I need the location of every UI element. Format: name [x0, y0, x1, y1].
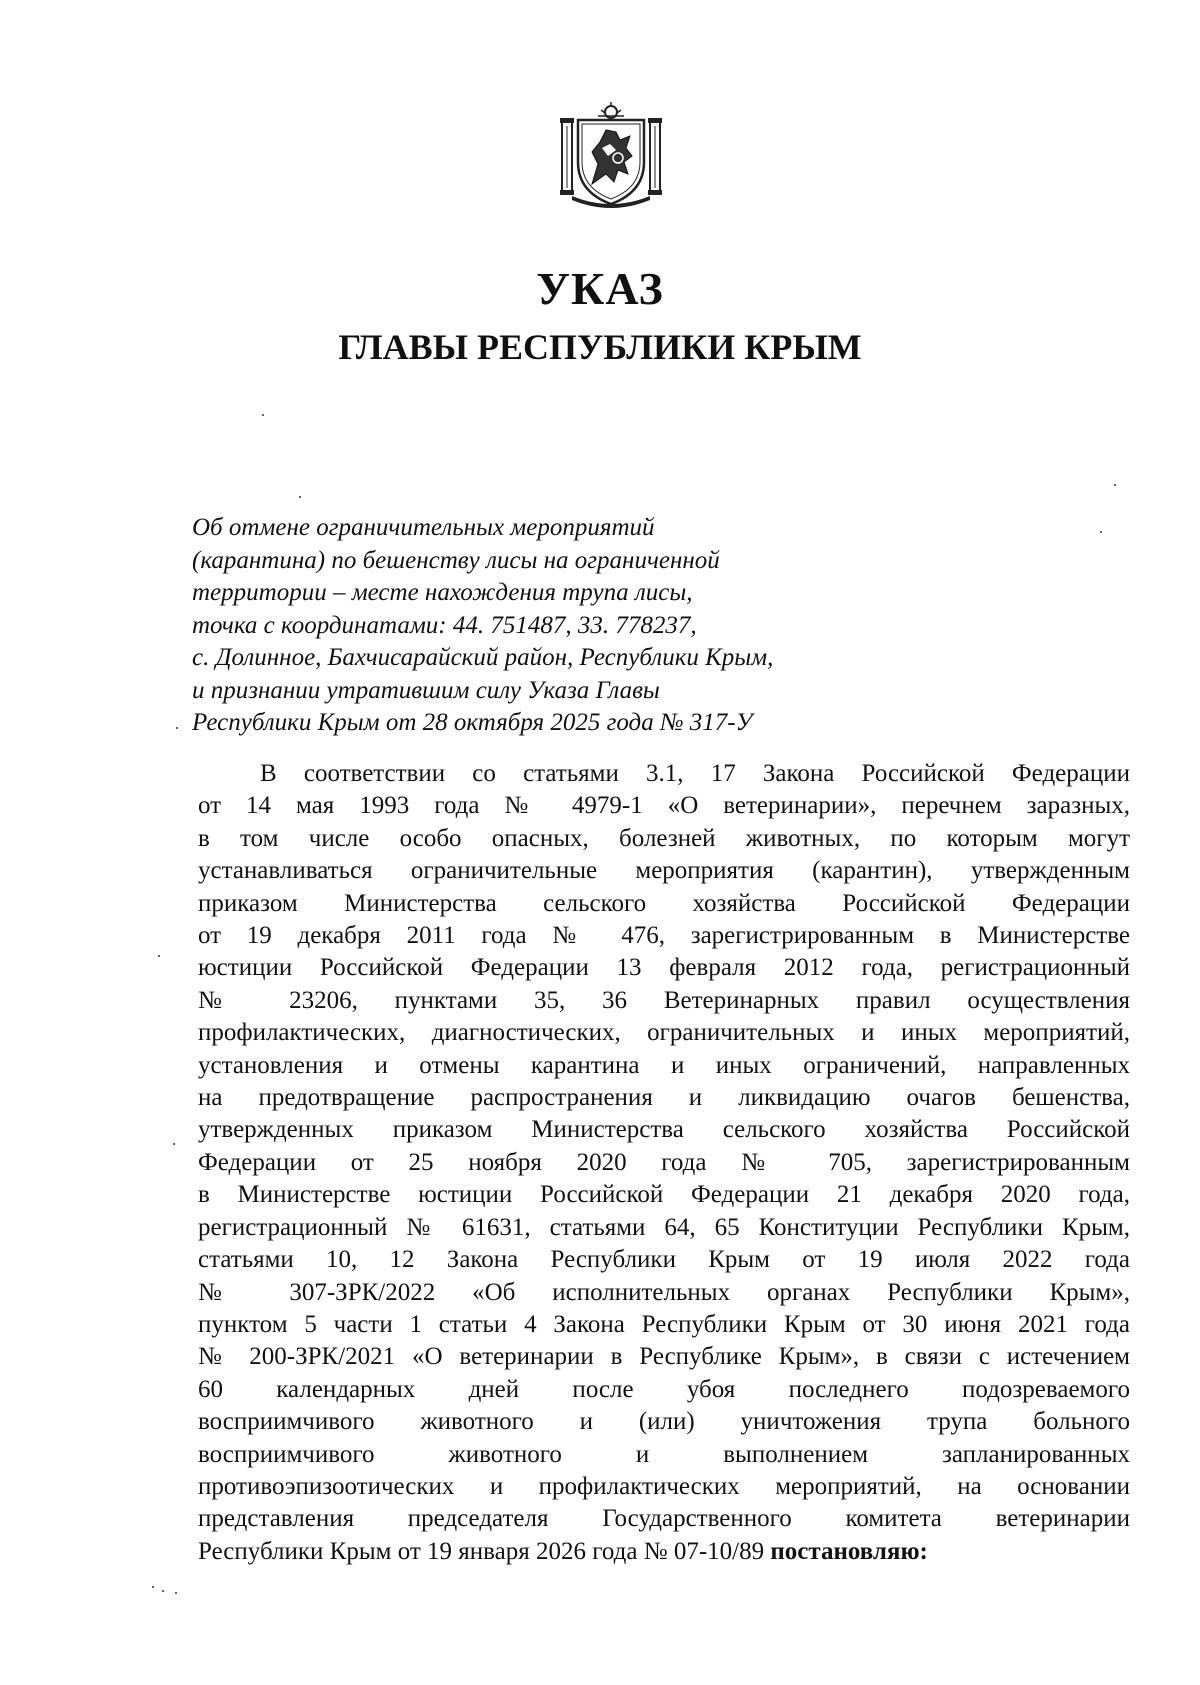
document-title: УКАЗ	[536, 263, 664, 314]
decree-word: постановляю:	[770, 1537, 928, 1565]
body-last-line	[198, 1536, 1130, 1568]
body-line: в том числе особо опасных, болезней животных, по которым могут	[198, 824, 1130, 852]
body-line: приказом Министерства сельского хозяйства Российской Федерации	[198, 889, 1130, 917]
body-line: установления и отмены карантина и иных ограничений, направленных	[198, 1051, 1130, 1079]
body-line: профилактических, диагностических, ограничительных и иных мероприятий,	[198, 1019, 1130, 1047]
body-line: № 307-ЗРК/2022 «Об исполнительных органах Республики Крым»,	[198, 1278, 1130, 1306]
body-line: В соответствии со статьями 3.1, 17 Закона Российской Федерации	[260, 760, 1130, 787]
body-line: восприимчивого животного и выполнением запланированных	[198, 1440, 1130, 1468]
subject-line: и признании утратившим силу Указа Главы	[192, 676, 660, 704]
scan-speck	[162, 1590, 164, 1592]
subject-line: территории – месте нахождения трупа лисы,	[192, 579, 693, 606]
body-line: пунктом 5 части 1 статьи 4 Закона Республики Крым от 30 июня 2021 года	[198, 1310, 1130, 1338]
subject-line: (карантина) по бешенству лисы на ограниченной	[192, 546, 720, 574]
scan-speck	[158, 955, 160, 957]
body-last-line-text: Республики Крым от 19 января 2026 года № 07-10/89	[198, 1537, 765, 1565]
body-line: в Министерстве юстиции Российской Федерации 21 декабря 2020 года,	[198, 1181, 1130, 1209]
document-subtitle: ГЛАВЫ РЕСПУБЛИКИ КРЫМ	[338, 327, 862, 367]
scan-speck	[1100, 531, 1102, 533]
body-line: восприимчивого животного и (или) уничтожения трупа больного	[198, 1408, 1130, 1436]
body-line: юстиции Российской Федерации 13 февраля 2012 года, регистрационный	[198, 954, 1130, 982]
subject-line: с. Долинное, Бахчисарайский район, Республики Крым,	[192, 644, 774, 671]
body-line: от 19 декабря 2011 года № 476, зарегистрированным в Министерстве	[198, 922, 1130, 950]
subject-line: точка с координатами: 44. 751487, 33. 778237,	[192, 611, 697, 639]
body-line: статьями 10, 12 Закона Республики Крым от 19 июля 2022 года	[198, 1246, 1130, 1274]
body-line: от 14 мая 1993 года № 4979-1 «О ветеринарии», перечнем заразных,	[198, 792, 1130, 820]
scan-speck	[1114, 484, 1116, 486]
body-line: представления председателя Государственного комитета ветеринарии	[198, 1505, 1130, 1533]
scan-speck	[262, 414, 264, 416]
decree-subject	[192, 512, 892, 740]
body-line: 60 календарных дней после убоя последнего подозреваемого	[198, 1375, 1130, 1403]
decree-body	[198, 758, 1130, 1568]
scan-speck	[299, 496, 301, 498]
body-line: утвержденных приказом Министерства сельского хозяйства Российской	[198, 1116, 1130, 1144]
body-line: № 23206, пунктами 35, 36 Ветеринарных правил осуществления	[198, 986, 1130, 1014]
scan-speck	[176, 727, 178, 729]
body-line: № 200-ЗРК/2021 «О ветеринарии в Республике Крым», в связи с истечением	[198, 1343, 1130, 1371]
scan-speck	[152, 1586, 154, 1588]
scan-speck	[175, 1592, 177, 1594]
body-line: на предотвращение распространения и ликвидацию очагов бешенства,	[198, 1084, 1130, 1112]
body-line: Федерации от 25 ноября 2020 года № 705, зарегистрированным	[198, 1148, 1130, 1176]
subject-line: Об отмене ограничительных мероприятий	[192, 514, 655, 541]
scan-speck	[173, 1143, 175, 1145]
body-line: устанавливаться ограничительные мероприятия (карантин), утвержденным	[198, 857, 1130, 885]
subject-line: Республики Крым от 28 октября 2025 года № 317-У	[192, 709, 753, 736]
body-line: регистрационный № 61631, статьями 64, 65 Конституции Республики Крым,	[198, 1213, 1130, 1241]
body-line: противоэпизоотических и профилактических мероприятий, на основании	[198, 1472, 1130, 1500]
crimea-coat-of-arms-icon	[558, 100, 664, 212]
